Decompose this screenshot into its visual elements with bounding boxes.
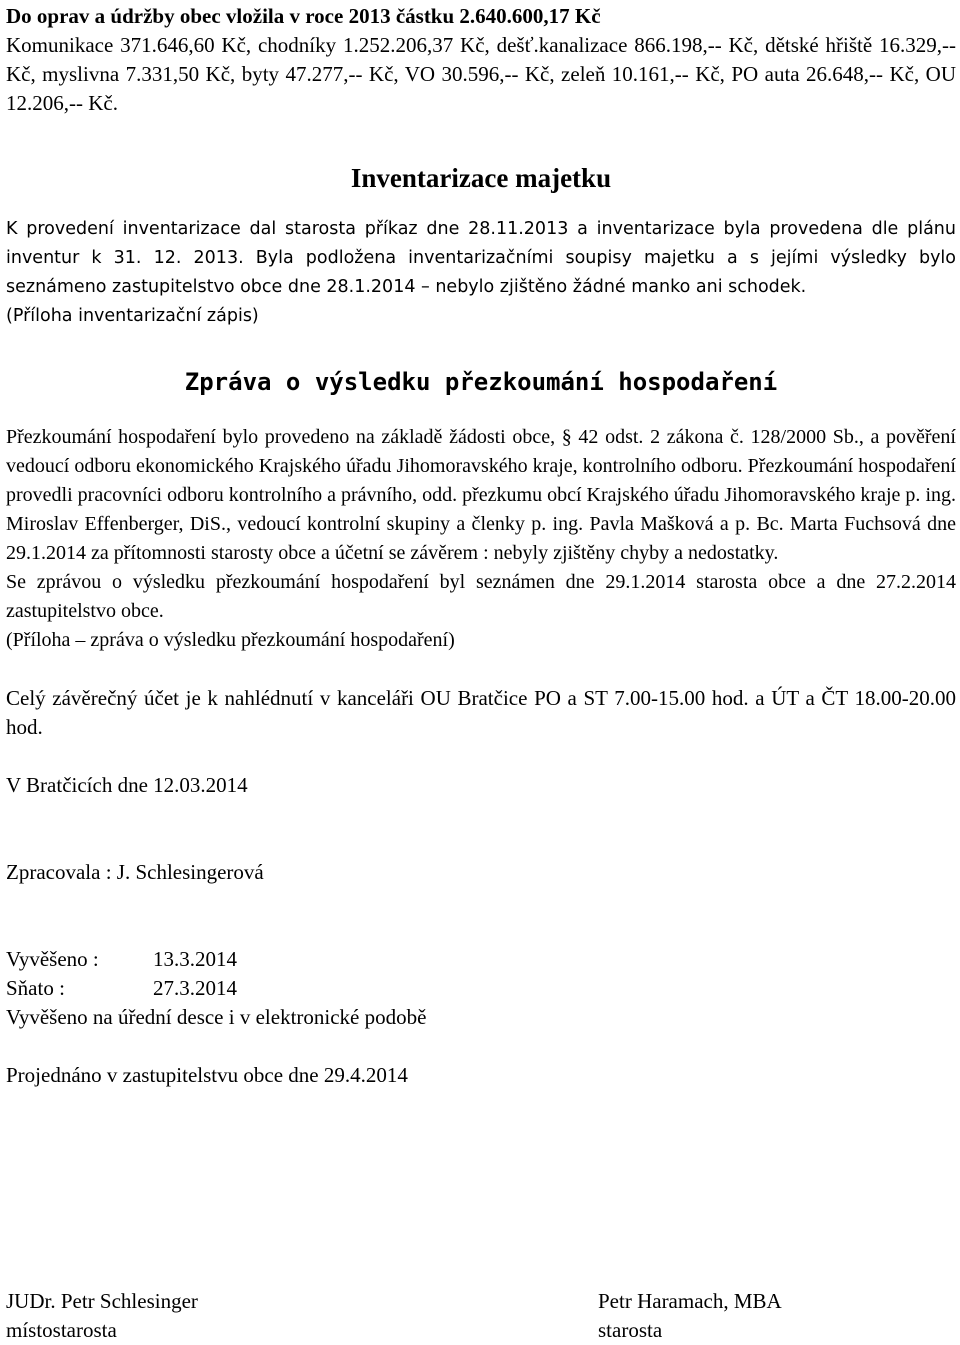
office-hours: Celý závěrečný účet je k nahlédnutí v kanceláři OU Bratčice PO a ST 7.00-15.00 hod. a ÚT a ČT 18.00-20.00 hod.: [6, 686, 956, 739]
signature-left: [6, 1287, 198, 1345]
review-attachment: (Příloha – zpráva o výsledku přezkoumání hospodaření): [6, 629, 455, 651]
signature-right: [598, 1287, 782, 1345]
place-date: V Bratčicích dne 12.03.2014: [6, 773, 248, 797]
posted-row: [6, 945, 956, 974]
review-notice: Se zprávou o výsledku přezkoumání hospodaření byl seznámen dne 29.1.2014 starosta obce a dne 27.2.2014 zastupitelstvo obce.: [6, 571, 956, 622]
removed-date: 27.3.2014: [153, 976, 237, 1000]
repairs-breakdown: Komunikace 371.646,60 Kč, chodníky 1.252.206,37 Kč, dešť.kanalizace 866.198,-- Kč, dětské hřiště 16.329,-- Kč, myslivna 7.331,50 Kč, byty 47.277,-- Kč, VO 30.596,-- Kč, zeleň 10.161,-- Kč, PO auta 26.648,-- Kč, OU 12.206,-- Kč.: [6, 33, 956, 115]
signature-right-title: starosta: [598, 1318, 663, 1342]
posted-label: Vyvěšeno :: [6, 947, 99, 971]
prepared-by: Zpracovala : J. Schlesingerová: [6, 860, 264, 884]
removed-label: Sňato :: [6, 976, 65, 1000]
posted-note: Vyvěšeno na úřední desce i v elektronické podobě: [6, 1005, 427, 1029]
review-text: Přezkoumání hospodaření bylo provedeno na základě žádosti obce, § 42 odst. 2 zákona č. 128/2000 Sb., a pověření vedoucí odboru ekonomického Krajského úřadu Jihomoravského kraje, kontrolního odboru. Přezkoumání hospodaření provedli pracovníci odboru kontrolního a právního, odd. přezkumu obcí Krajského úřadu Jihomoravského kraje p. ing. Miroslav Effenberger, DiS., vedoucí kontrolní skupiny a členky p. ing. Pavla Mašková a p. Bc. Marta Fuchsová dne 29.1.2014 za přítomnosti starosty obce a účetní se závěrem : nebyly zjištěny chyby a nedostatky.: [6, 426, 956, 564]
repairs-total: Do oprav a údržby obec vložila v roce 2013 částku 2.640.600,17 Kč: [6, 4, 601, 28]
posted-date: 13.3.2014: [153, 947, 237, 971]
inventory-heading: Inventarizace majetku: [350, 163, 612, 193]
signature-left-name: JUDr. Petr Schlesinger: [6, 1289, 198, 1313]
inventory-attachment: (Příloha inventarizační zápis): [6, 306, 259, 326]
discussed-note: Projednáno v zastupitelstvu obce dne 29.4.2014: [6, 1063, 408, 1087]
review-heading: Zpráva o výsledku přezkoumání hospodaření: [184, 368, 778, 396]
removed-row: [6, 974, 956, 1003]
document-page: [6, 2, 956, 1090]
signature-left-title: místostarosta: [6, 1318, 117, 1342]
inventory-text: K provedení inventarizace dal starosta příkaz dne 28.11.2013 a inventarizace byla provedena dle plánu inventur k 31. 12. 2013. Byla podložena inventarizačními soupisy majetku a s jejími výsledky bylo seznámeno zastupitelstvo obce dne 28.1.2014 – nebylo zjištěno žádné manko ani schodek.: [6, 219, 956, 297]
signature-right-name: Petr Haramach, MBA: [598, 1289, 782, 1313]
